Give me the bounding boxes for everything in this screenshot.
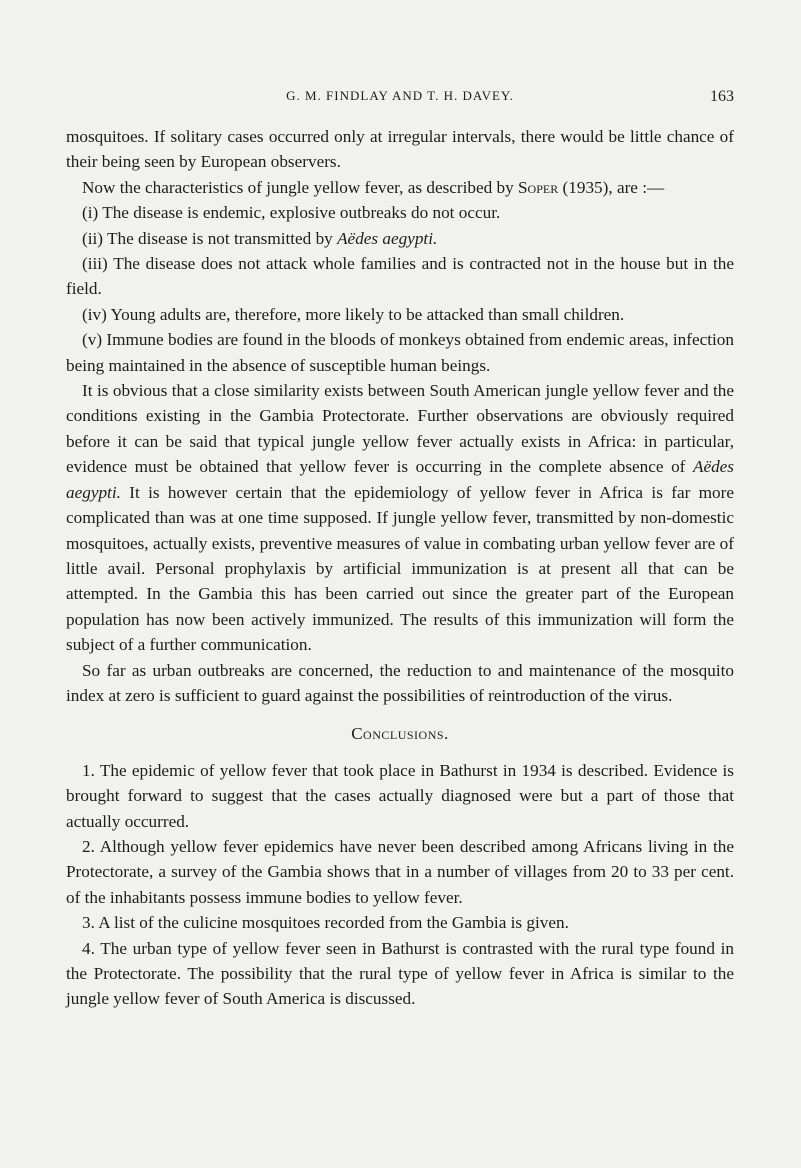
conclusion-item: 1. The epidemic of yellow fever that took place in Bathurst in 1934 is described. Evidence is brought forward to suggest that the cases actually diagnosed were but a part of those that actually occurred.: [66, 760, 734, 831]
intro-text-end: (1935), are :—: [558, 177, 665, 197]
conclusion-item: 4. The urban type of yellow fever seen in Bathurst is contrasted with the rural type found in the Protectorate. The possibility that the rural type of yellow fever in Africa is similar to the jungle yellow fever of South America is discussed.: [66, 938, 734, 1009]
discussion-text-start: It is obvious that a close similarity exists between South American jungle yellow fever and the conditions existing in the Gambia Protectorate. Further observations are obviously required before it can be said that typical jungle yellow fever actually exists in Africa: in particular, evidence must be obtained that yellow fever is occurring in the complete absence of: [66, 381, 734, 477]
species-name: Aëdes aegypti.: [66, 457, 734, 502]
conclusion-item: 3. A list of the culicine mosquitoes recorded from the Gambia is given.: [82, 913, 569, 933]
characteristic-i: (i) The disease is endemic, explosive outbreaks do not occur.: [82, 203, 501, 223]
intro-text-start: Now the characteristics of jungle yellow fever, as described by: [82, 177, 518, 197]
conclusions-heading: Conclusions.: [351, 724, 449, 744]
page-body: [66, 124, 734, 1012]
characteristic-ii-text: (ii) The disease is not transmitted by: [82, 228, 338, 248]
running-header: [66, 88, 734, 110]
author-soper: Soper: [518, 177, 559, 197]
species-name: Aëdes aegypti.: [337, 228, 438, 248]
discussion-text-end: It is however certain that the epidemiology of yellow fever in Africa is far more complicated than was at one time supposed. If jungle yellow fever, transmitted by non-domestic mosquitoes, actually exists, preventive measures of value in combating urban yellow fever are of little avail. Personal prophylaxis by artificial immunization is at present all that can be attempted. In the Gambia this has been carried out since the greater part of the European population has now been actively immunized. The results of this immunization will form the subject of a further communication.: [66, 482, 734, 655]
characteristics-intro: [66, 175, 734, 200]
running-title: G. M. FINDLAY AND T. H. DAVEY.: [286, 88, 514, 103]
page-number: 163: [710, 88, 734, 105]
characteristic-v: (v) Immune bodies are found in the bloods of monkeys obtained from endemic areas, infection being maintained in the absence of susceptible human beings.: [66, 330, 734, 375]
characteristic-iii: (iii) The disease does not attack whole families and is contracted not in the house but in the field.: [66, 254, 734, 299]
intro-paragraph: mosquitoes. If solitary cases occurred only at irregular intervals, there would be little chance of their being seen by European observers.: [66, 127, 734, 172]
discussion-paragraph: [66, 378, 734, 657]
characteristic-iv: (iv) Young adults are, therefore, more likely to be attacked than small children.: [82, 304, 625, 324]
urban-outbreaks-paragraph: So far as urban outbreaks are concerned, the reduction to and maintenance of the mosquito index at zero is sufficient to guard against the possibilities of reintroduction of the virus.: [66, 660, 734, 705]
conclusion-item: 2. Although yellow fever epidemics have never been described among Africans living in the Protectorate, a survey of the Gambia shows that in a number of villages from 20 to 33 per cent. of the inhabitants possess immune bodies to yellow fever.: [66, 836, 734, 907]
characteristic-ii: [66, 226, 734, 251]
